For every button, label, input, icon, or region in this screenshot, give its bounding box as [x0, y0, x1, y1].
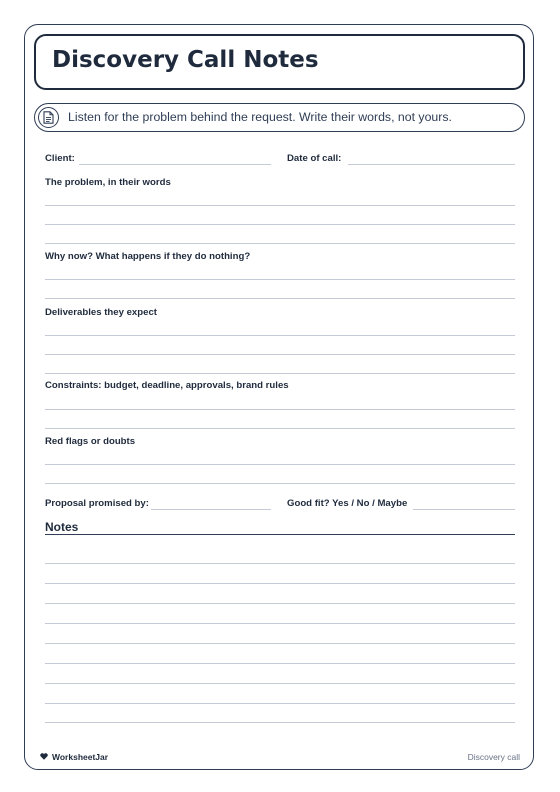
section-label: Deliverables they expect: [45, 307, 157, 318]
good-fit-label: Good fit? Yes / No / Maybe: [287, 498, 408, 509]
writing-line[interactable]: [45, 205, 515, 206]
notes-line[interactable]: [45, 683, 515, 684]
writing-line[interactable]: [45, 224, 515, 225]
writing-line[interactable]: [45, 298, 515, 299]
writing-line[interactable]: [45, 354, 515, 355]
date-of-call-label: Date of call:: [287, 153, 342, 164]
client-label: Client:: [45, 153, 75, 164]
date-of-call-field[interactable]: [348, 164, 515, 165]
tip-text: Listen for the problem behind the request. Write their words, not yours.: [68, 110, 452, 124]
section-label: Red flags or doubts: [45, 436, 136, 447]
document-icon: [38, 107, 59, 128]
page-title: Discovery Call Notes: [52, 47, 319, 73]
notes-line[interactable]: [45, 623, 515, 624]
notes-heading: Notes: [45, 520, 79, 534]
section-label: Constraints: budget, deadline, approvals, brand rules: [45, 380, 289, 391]
notes-line[interactable]: [45, 583, 515, 584]
writing-line[interactable]: [45, 243, 515, 244]
heart-icon: [40, 752, 48, 762]
notes-heading-rule: [45, 534, 515, 535]
notes-line[interactable]: [45, 643, 515, 644]
writing-line[interactable]: [45, 464, 515, 465]
writing-line[interactable]: [45, 483, 515, 484]
writing-line[interactable]: [45, 279, 515, 280]
writing-line[interactable]: [45, 335, 515, 336]
page-frame: [24, 24, 534, 770]
proposal-promised-by-label: Proposal promised by:: [45, 498, 149, 509]
notes-line[interactable]: [45, 563, 515, 564]
proposal-promised-by-field[interactable]: [151, 509, 271, 510]
client-field[interactable]: [79, 164, 271, 165]
writing-line[interactable]: [45, 428, 515, 429]
writing-line[interactable]: [45, 409, 515, 410]
good-fit-field[interactable]: [413, 509, 515, 510]
notes-line[interactable]: [45, 722, 515, 723]
notes-line[interactable]: [45, 663, 515, 664]
notes-line[interactable]: [45, 703, 515, 704]
section-label: The problem, in their words: [45, 177, 171, 188]
section-label: Why now? What happens if they do nothing?: [45, 251, 251, 262]
footer-brand: [40, 752, 108, 762]
footer-page-label: Discovery call: [467, 752, 520, 762]
brand-name: WorksheetJar: [52, 752, 109, 762]
writing-line[interactable]: [45, 373, 515, 374]
notes-line[interactable]: [45, 603, 515, 604]
